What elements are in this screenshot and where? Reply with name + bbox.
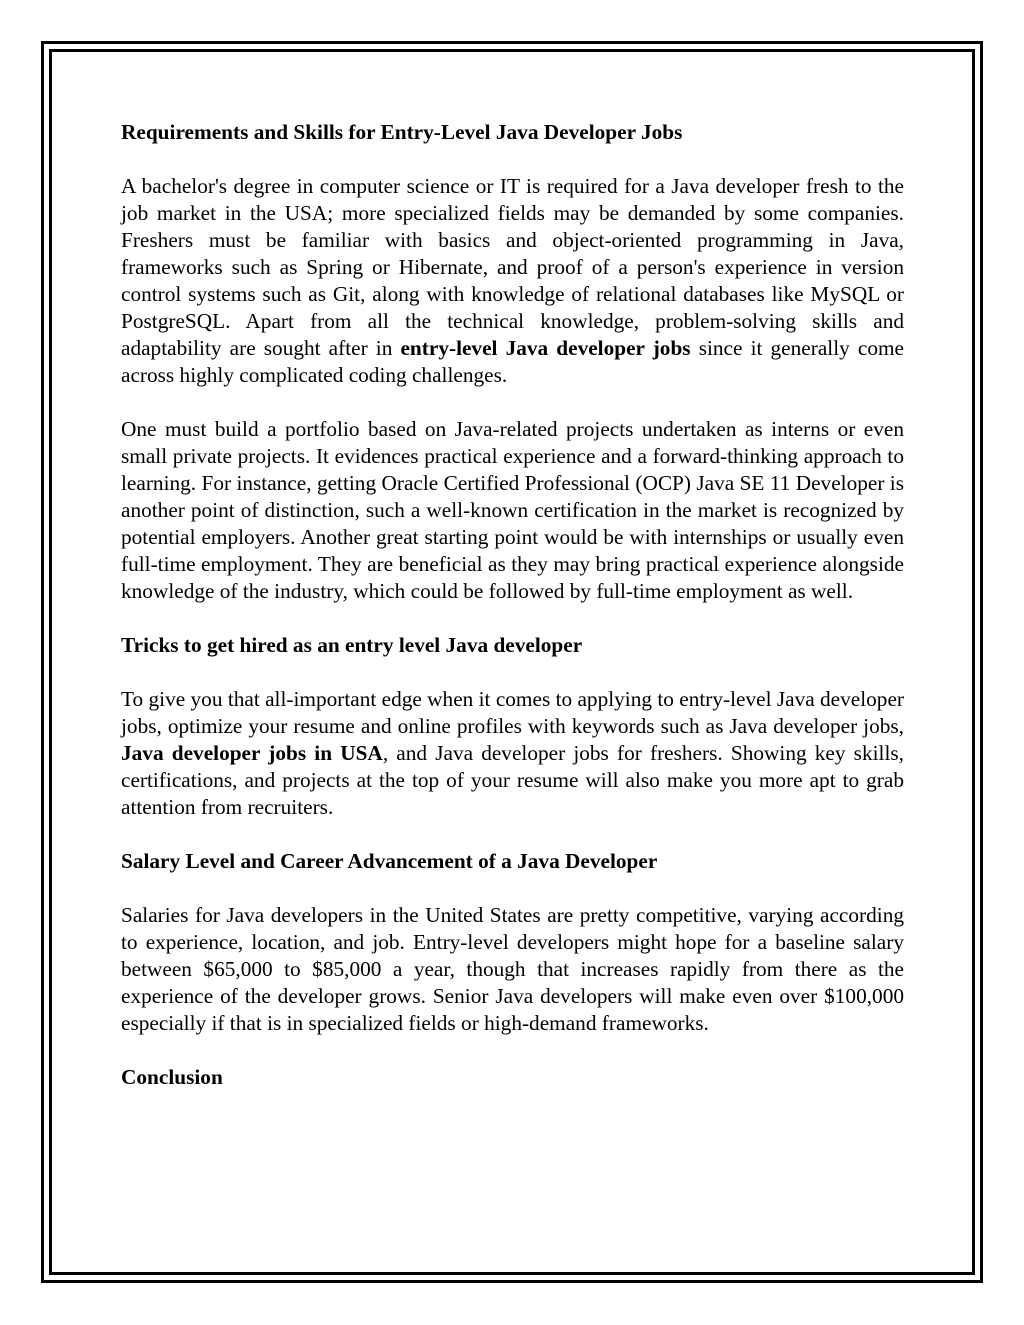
paragraph-text: , and Java developer jobs for freshers. Showing key skills, certifications, and projects at the top of your resume will also make you more apt to grab attention from recruiters. bbox=[121, 741, 904, 819]
paragraph-tricks-resume bbox=[121, 686, 904, 821]
section-heading-salary: Salary Level and Career Advancement of a Java Developer bbox=[121, 849, 658, 873]
section-heading-tricks: Tricks to get hired as an entry level Java developer bbox=[121, 633, 583, 657]
paragraph-text: A bachelor's degree in computer science or IT is required for a Java developer fresh to the job market in the USA; more specialized fields may be demanded by some companies. Freshers must be familiar with basics and object-oriented programming in Java, frameworks such as Spring or Hibernate, and proof of a person's experience in version control systems such as Git, along with knowledge of relational databases like MySQL or PostgreSQL. Apart from all the technical knowledge, problem-solving skills and adaptability are sought after in bbox=[121, 174, 904, 360]
bold-keyword: entry-level Java developer jobs bbox=[400, 336, 691, 360]
paragraph-requirements-degree bbox=[121, 173, 904, 389]
paragraph-requirements-portfolio: One must build a portfolio based on Java-related projects undertaken as interns or even small private projects. It evidences practical experience and a forward-thinking approach to learning. For instance, getting Oracle Certified Professional (OCP) Java SE 11 Developer is another point of distinction, such a well-known certification in the market is recognized by potential employers. Another great starting point would be with internships or usually even full-time employment. They are beneficial as they may bring practical experience alongside knowledge of the industry, which could be followed by full-time employment as well. bbox=[121, 417, 904, 603]
paragraph-salary: Salaries for Java developers in the United States are pretty competitive, varying according to experience, location, and job. Entry-level developers might hope for a baseline salary between $65,000 to $85,000 a year, though that increases rapidly from there as the experience of the developer grows. Senior Java developers will make even over $100,000 especially if that is in specialized fields or high-demand frameworks. bbox=[121, 903, 904, 1035]
paragraph-text: To give you that all-important edge when it comes to applying to entry-level Java developer jobs, optimize your resume and online profiles with keywords such as Java developer jobs, bbox=[121, 687, 904, 738]
paragraph-text: since it generally come across highly complicated coding challenges. bbox=[121, 336, 904, 387]
section-heading-conclusion: Conclusion bbox=[121, 1065, 223, 1089]
section-heading-requirements: Requirements and Skills for Entry-Level Java Developer Jobs bbox=[121, 120, 683, 144]
document-body bbox=[121, 119, 904, 1118]
bold-keyword: Java developer jobs in USA bbox=[121, 741, 383, 765]
